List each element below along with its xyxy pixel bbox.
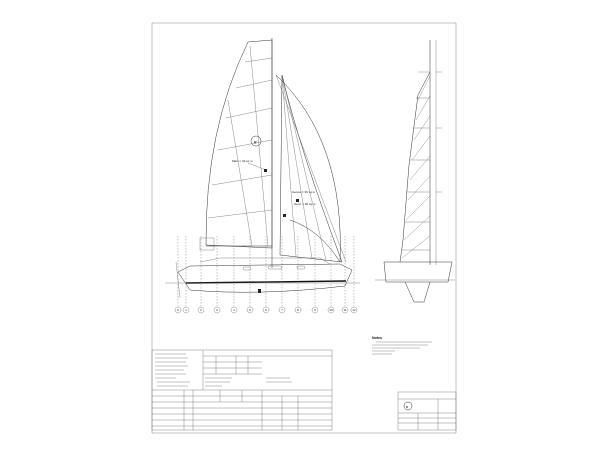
station-number: 2 xyxy=(200,308,202,313)
section-sail-outline xyxy=(400,72,430,262)
forestay xyxy=(276,75,346,262)
keel-marker xyxy=(258,289,261,293)
station-number: 7 xyxy=(281,308,283,313)
coachroof xyxy=(200,258,330,264)
station-number: 8 xyxy=(297,308,299,313)
mainsail xyxy=(206,40,272,248)
section-keel xyxy=(405,282,430,302)
genoa-area-label: Genoa = 36 sq m xyxy=(292,190,316,194)
station-markers xyxy=(175,307,357,313)
station-number: 5 xyxy=(249,308,251,313)
title-block xyxy=(398,392,456,430)
profile-view xyxy=(165,38,360,313)
title-block-logo-letter: K xyxy=(406,405,409,409)
portlights xyxy=(243,266,305,270)
station-number: 12 xyxy=(352,308,356,313)
section-hatching xyxy=(402,76,430,258)
dodger xyxy=(200,238,214,250)
genoa-centroid xyxy=(296,199,299,202)
section-hull xyxy=(384,262,452,282)
notes-lines xyxy=(372,342,432,354)
sheet-border xyxy=(152,23,456,433)
gennaker-area-label: Genn = 96 sq m xyxy=(294,202,316,206)
station-number: 11 xyxy=(343,308,347,313)
spec-block xyxy=(152,350,332,430)
station-lines xyxy=(178,236,354,306)
logo-letter: K xyxy=(254,140,257,145)
station-number: 3 xyxy=(216,308,218,313)
gennaker-centroid xyxy=(283,214,286,217)
section-view xyxy=(375,40,455,302)
station-number: 1 xyxy=(185,308,187,313)
station-number: 4 xyxy=(233,308,235,313)
station-number: 6 xyxy=(265,308,267,313)
notes xyxy=(372,336,432,354)
spec-rows xyxy=(152,356,332,430)
mainsail-area-label: Main = 49 sq m xyxy=(232,159,253,163)
hull xyxy=(178,264,352,292)
station-number: 10 xyxy=(329,308,333,313)
station-number: 9 xyxy=(314,308,316,313)
mainsail-centroid xyxy=(264,169,267,172)
spec-left-text xyxy=(155,354,292,386)
notes-title: Notes xyxy=(372,336,382,340)
station-number: 0 xyxy=(177,308,179,313)
mainsail-battens xyxy=(208,46,272,246)
genoa-seams xyxy=(282,75,326,260)
